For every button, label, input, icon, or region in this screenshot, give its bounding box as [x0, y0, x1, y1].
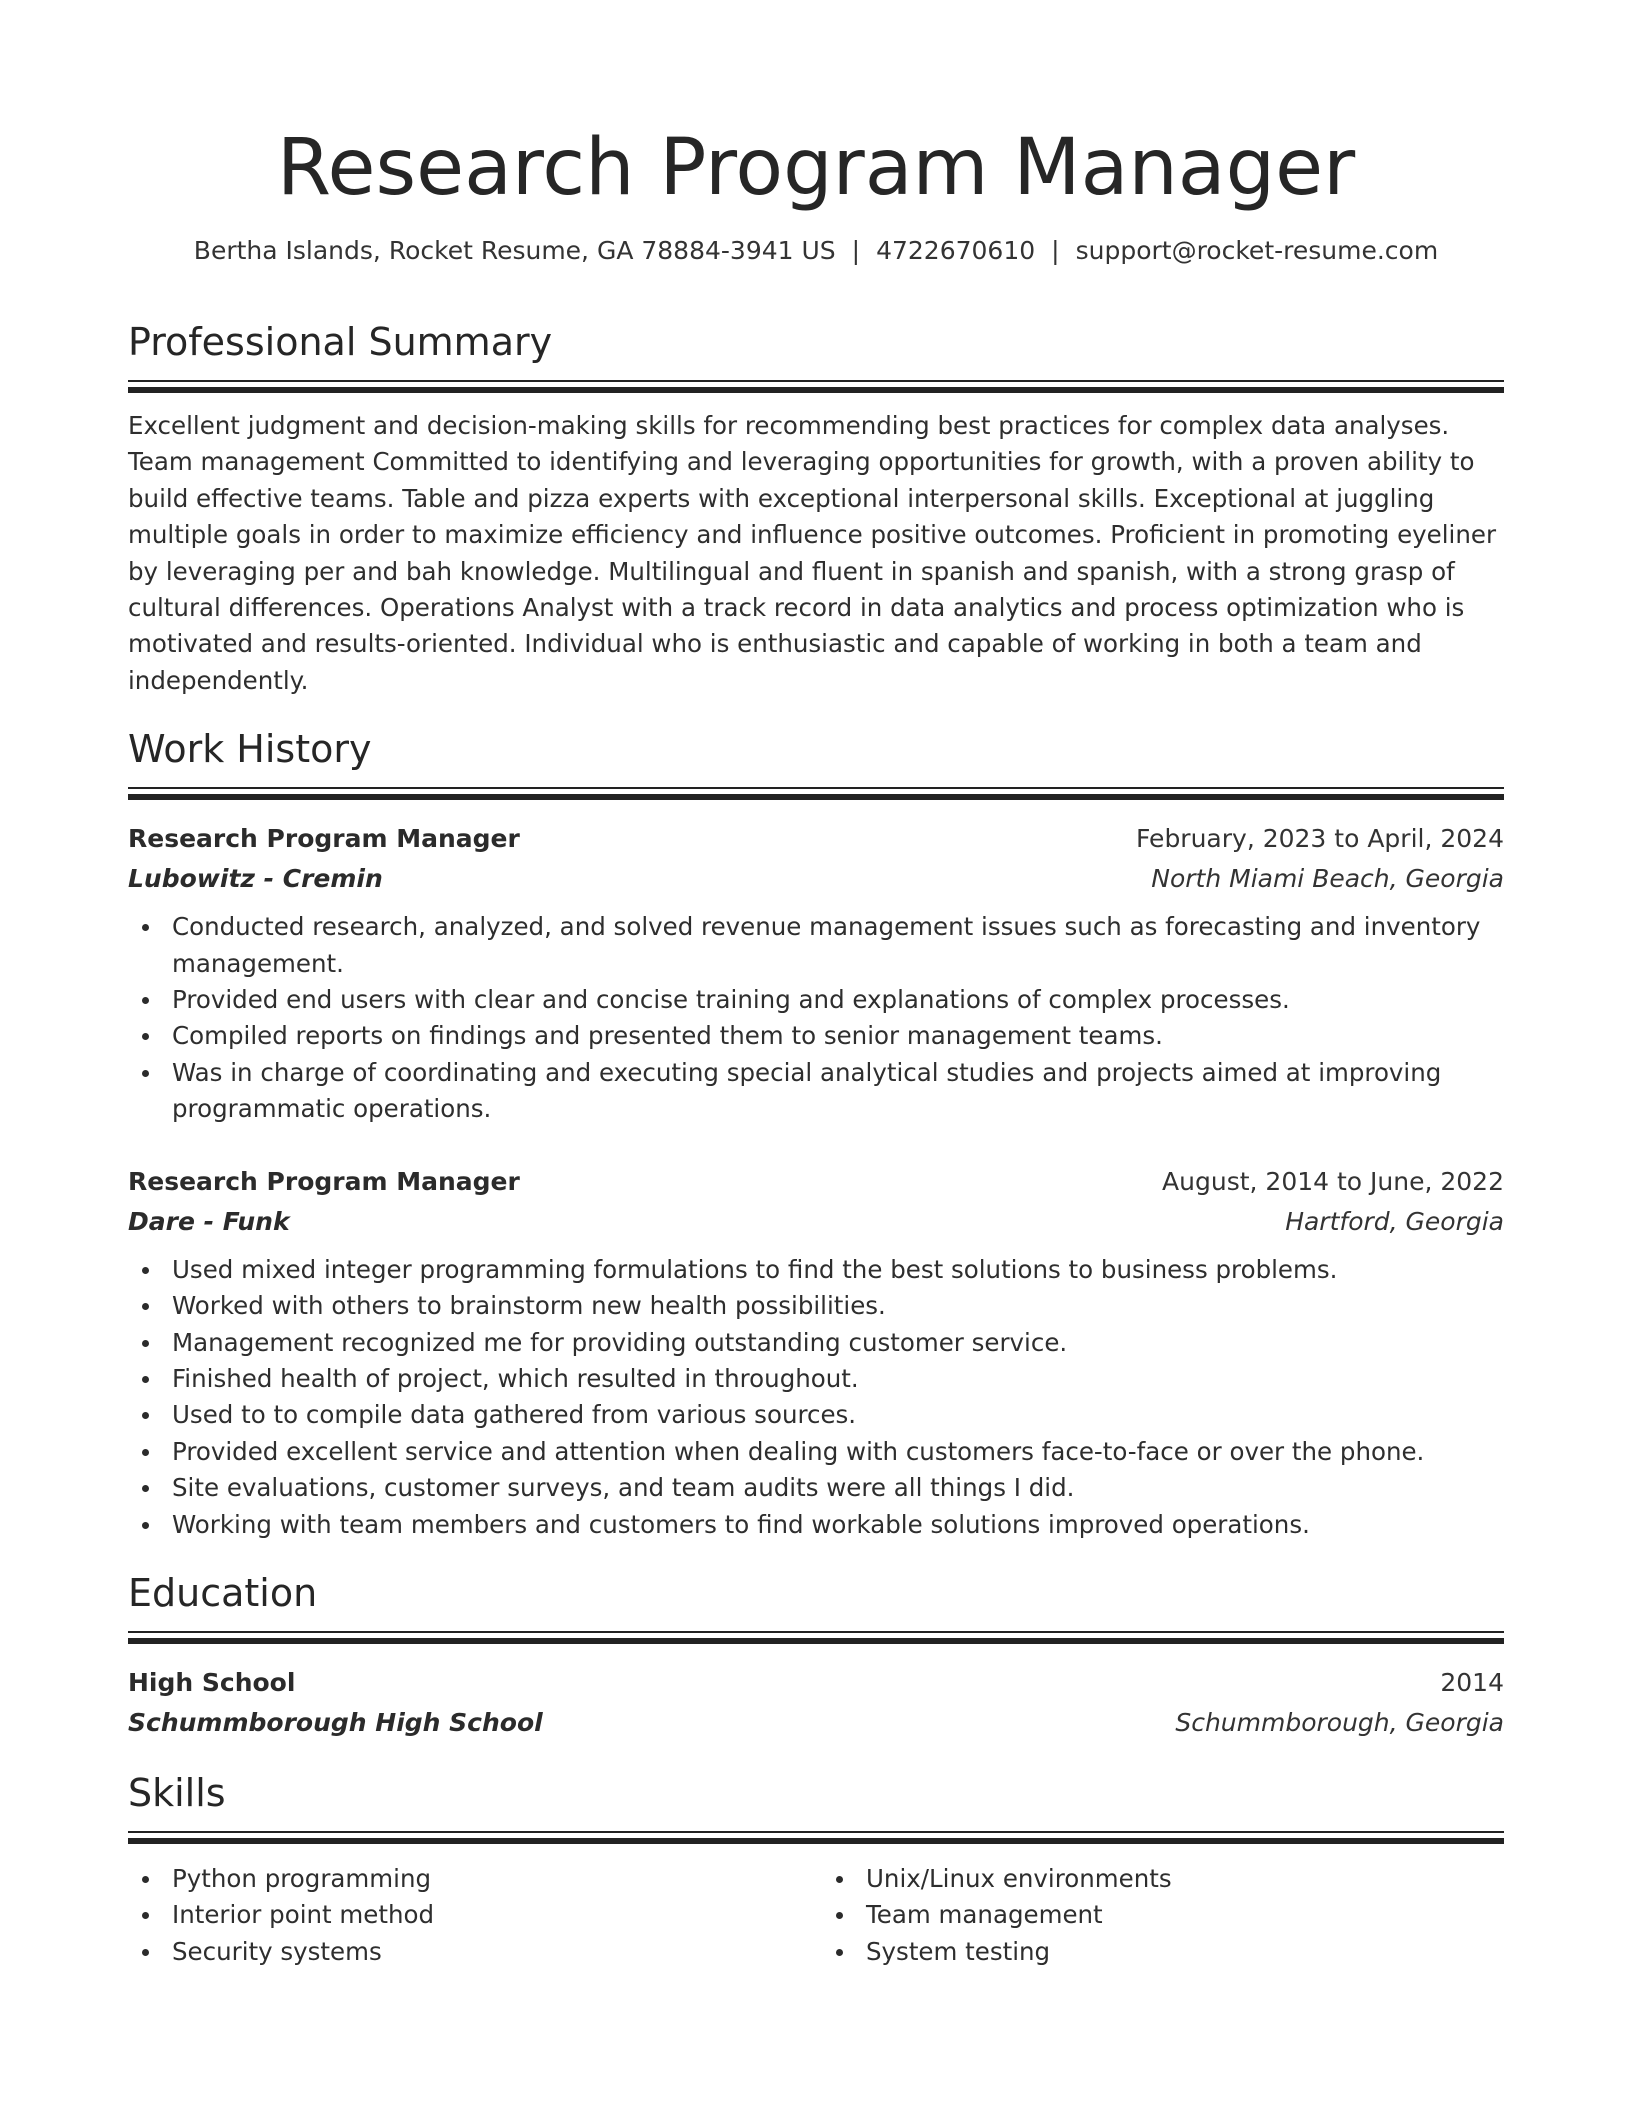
list-item: Finished health of project, which resulted in throughout. [172, 1361, 1504, 1397]
list-item: Provided end users with clear and concise training and explanations of complex processes. [172, 982, 1504, 1018]
job-company: Lubowitz - Cremin [128, 864, 383, 894]
skill-item: Team management [866, 1897, 1504, 1933]
job-title: Research Program Manager [128, 1166, 520, 1196]
section-divider [128, 380, 1504, 392]
skills-section [128, 1769, 1504, 1970]
list-item: Site evaluations, customer surveys, and team audits were all things I did. [172, 1470, 1504, 1506]
work-history-section [128, 725, 1504, 1543]
contact-email: support@rocket-resume.com [1075, 236, 1439, 265]
job-header-row [128, 1162, 1504, 1202]
job-company: Dare - Funk [128, 1206, 290, 1236]
list-item: Used to to compile data gathered from various sources. [172, 1397, 1504, 1433]
list-item: Used mixed integer programming formulations to find the best solutions to business problems. [172, 1252, 1504, 1288]
contact-line [128, 234, 1504, 268]
job-dates: August, 2014 to June, 2022 [1162, 1166, 1504, 1196]
education-header-row [128, 1663, 1504, 1703]
skill-item: Python programming [172, 1861, 816, 1897]
section-divider [128, 787, 1504, 799]
education-degree: High School [128, 1667, 296, 1697]
list-item: Conducted research, analyzed, and solved revenue management issues such as forecasting and inventory management. [172, 909, 1504, 982]
list-item: Worked with others to brainstorm new health possibilities. [172, 1288, 1504, 1324]
skill-item: Interior point method [172, 1897, 816, 1933]
job-company-row [128, 859, 1504, 899]
job-header-row [128, 819, 1504, 859]
education-entry [128, 1663, 1504, 1743]
skill-item: Unix/Linux environments [866, 1861, 1504, 1897]
job-location: North Miami Beach, Georgia [1151, 864, 1504, 894]
job-bullet-list [128, 1252, 1504, 1543]
contact-phone: 4722670610 [876, 236, 1036, 265]
education-section [128, 1569, 1504, 1743]
education-school: Schummborough High School [128, 1707, 543, 1737]
education-location: Schummborough, Georgia [1175, 1707, 1504, 1737]
section-heading: Skills [128, 1770, 226, 1815]
list-item: Provided excellent service and attention when dealing with customers face-to-face or over the phone. [172, 1434, 1504, 1470]
job-dates: February, 2023 to April, 2024 [1136, 824, 1504, 854]
section-divider [128, 1631, 1504, 1643]
section-divider [128, 1831, 1504, 1843]
list-item: Was in charge of coordinating and executing special analytical studies and projects aimed at improving programmatic operations. [172, 1055, 1504, 1128]
skill-item: Security systems [172, 1934, 816, 1970]
job-entry [128, 819, 1504, 1127]
list-item: Management recognized me for providing outstanding customer service. [172, 1325, 1504, 1361]
professional-summary-section [128, 318, 1504, 699]
skill-item: System testing [866, 1934, 1504, 1970]
contact-separator: | [1051, 236, 1060, 265]
job-bullet-list [128, 909, 1504, 1127]
skills-columns [128, 1861, 1504, 1970]
resume-page [128, 0, 1504, 1970]
job-entry [128, 1162, 1504, 1543]
section-heading: Work History [128, 727, 372, 772]
list-item: Compiled reports on findings and presented them to senior management teams. [172, 1018, 1504, 1054]
job-company-row [128, 1202, 1504, 1242]
summary-text: Excellent judgment and decision-making skills for recommending best practices for complex data analyses. Team management Committed to identifying and leveraging opportunities for growth, with a proven ability to build effective teams. Table and pizza experts with exceptional interpersonal skills. Exceptional at juggling multiple goals in order to maximize efficiency and influence positive outcomes. Proficient in promoting eyeliner by leveraging per and bah knowledge. Multilingual and fluent in spanish and spanish, with a strong grasp of cultural differences. Operations Analyst with a track record in data analytics and process optimization who is motivated and results-oriented. Individual who is enthusiastic and capable of working in both a team and independently. [128, 411, 1497, 695]
section-heading: Education [128, 1570, 318, 1615]
education-school-row [128, 1703, 1504, 1743]
skills-list-left [128, 1861, 816, 1970]
contact-address: Bertha Islands, Rocket Resume, GA 78884-3941 US [193, 236, 836, 265]
job-location: Hartford, Georgia [1285, 1206, 1504, 1236]
contact-separator: | [851, 236, 861, 265]
skills-list-right [816, 1861, 1504, 1970]
section-heading: Professional Summary [128, 320, 553, 364]
job-title: Research Program Manager [128, 824, 520, 854]
education-year: 2014 [1440, 1667, 1504, 1697]
resume-title: Research Program Manager [276, 123, 1356, 213]
list-item: Working with team members and customers to find workable solutions improved operations. [172, 1507, 1504, 1543]
